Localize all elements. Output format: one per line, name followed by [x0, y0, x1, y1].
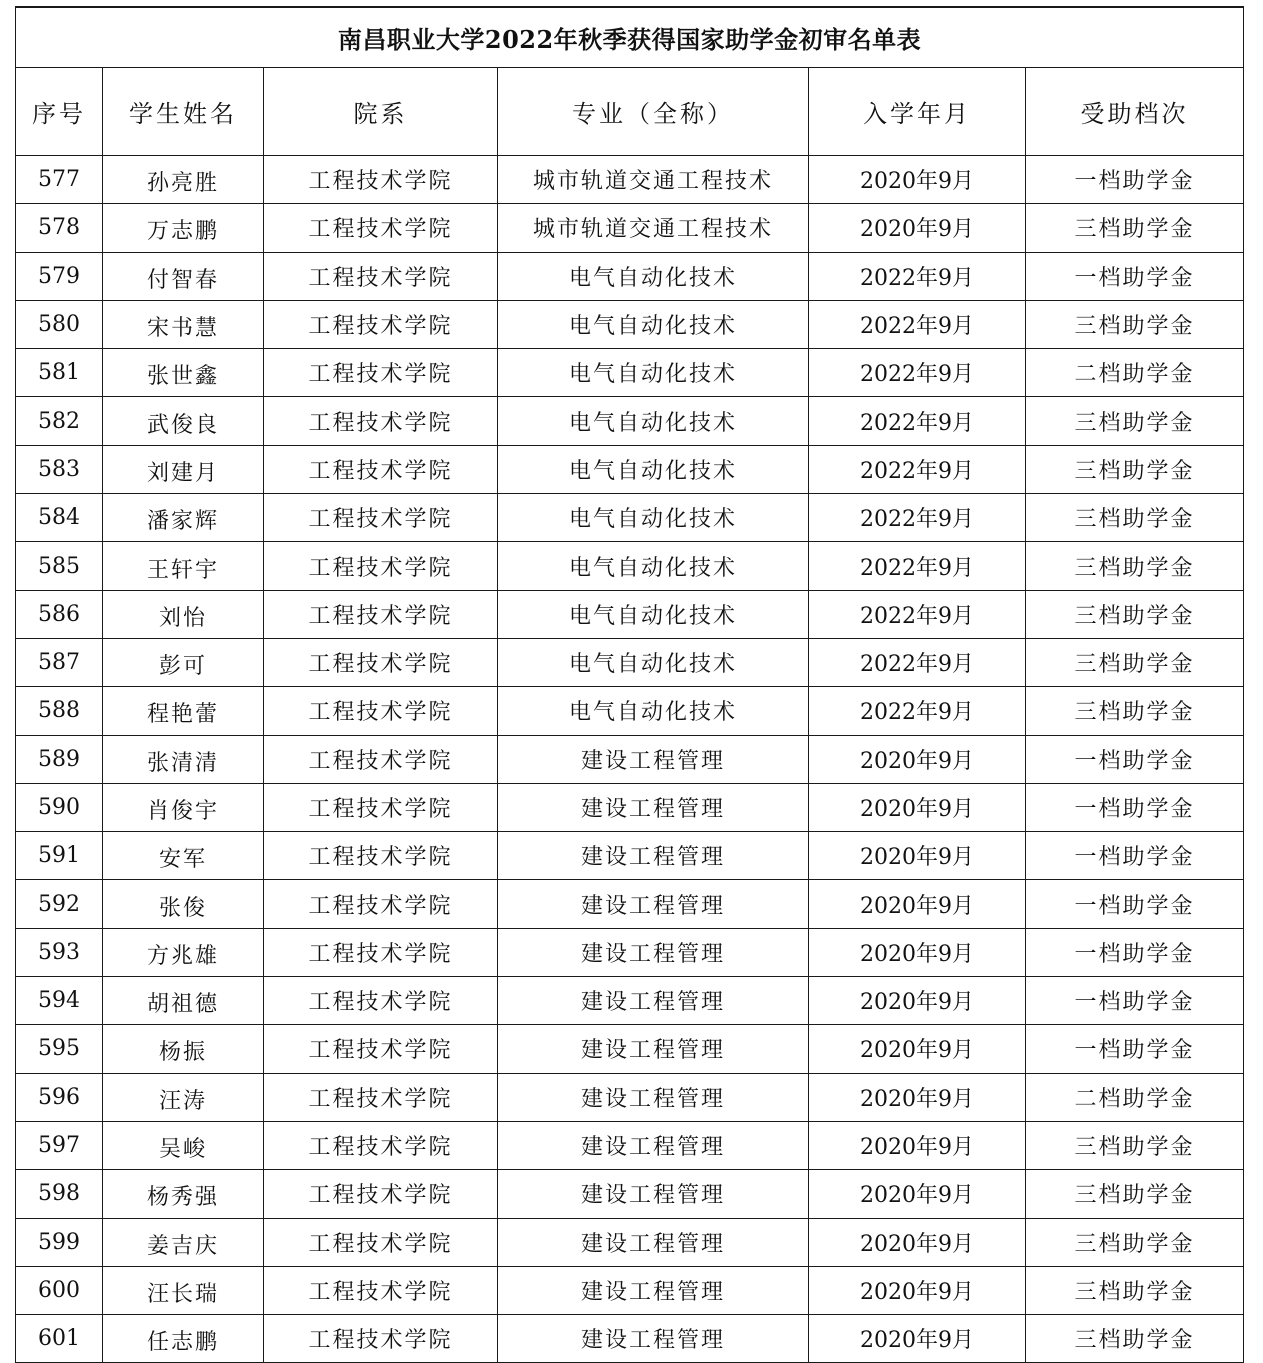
enrollment-cell: 2020年9月: [809, 1218, 1026, 1266]
department-cell: 工程技术学院: [264, 349, 498, 397]
enrollment-cell: 2022年9月: [809, 638, 1026, 686]
department-cell: 工程技术学院: [264, 1266, 498, 1314]
department-cell: 工程技术学院: [264, 1170, 498, 1218]
name-cell: 张世鑫: [103, 349, 264, 397]
major-cell: 建设工程管理: [498, 1315, 809, 1363]
serial-cell: 594: [16, 977, 103, 1025]
enrollment-cell: 2022年9月: [809, 397, 1026, 445]
table-row: [16, 1266, 1244, 1314]
name-cell: 杨秀强: [103, 1170, 264, 1218]
serial-cell: 586: [16, 590, 103, 638]
department-cell: 工程技术学院: [264, 542, 498, 590]
table-row: [16, 687, 1244, 735]
table-row: [16, 156, 1244, 204]
header-grant-level: 受助档次: [1026, 68, 1244, 156]
grant-level-cell: 三档助学金: [1026, 1218, 1244, 1266]
major-cell: 电气自动化技术: [498, 445, 809, 493]
name-cell: 武俊良: [103, 397, 264, 445]
name-cell: 付智春: [103, 252, 264, 300]
grant-level-cell: 三档助学金: [1026, 542, 1244, 590]
department-cell: 工程技术学院: [264, 1218, 498, 1266]
grant-level-cell: 二档助学金: [1026, 1073, 1244, 1121]
major-cell: 建设工程管理: [498, 832, 809, 880]
name-cell: 任志鹏: [103, 1315, 264, 1363]
major-cell: 电气自动化技术: [498, 542, 809, 590]
department-cell: 工程技术学院: [264, 252, 498, 300]
department-cell: 工程技术学院: [264, 1121, 498, 1169]
major-cell: 电气自动化技术: [498, 590, 809, 638]
grant-level-cell: 三档助学金: [1026, 1266, 1244, 1314]
serial-cell: 584: [16, 494, 103, 542]
name-cell: 吴峻: [103, 1121, 264, 1169]
enrollment-cell: 2022年9月: [809, 542, 1026, 590]
grant-level-cell: 三档助学金: [1026, 638, 1244, 686]
major-cell: 建设工程管理: [498, 783, 809, 831]
department-cell: 工程技术学院: [264, 687, 498, 735]
table-row: [16, 300, 1244, 348]
name-cell: 彭可: [103, 638, 264, 686]
name-cell: 孙亮胜: [103, 156, 264, 204]
table-row: [16, 397, 1244, 445]
table-row: [16, 977, 1244, 1025]
grant-level-cell: 一档助学金: [1026, 832, 1244, 880]
table-row: [16, 1218, 1244, 1266]
grant-level-cell: 三档助学金: [1026, 300, 1244, 348]
department-cell: 工程技术学院: [264, 204, 498, 252]
title-row: [16, 7, 1244, 68]
table-row: [16, 542, 1244, 590]
serial-cell: 581: [16, 349, 103, 397]
grant-level-cell: 三档助学金: [1026, 204, 1244, 252]
enrollment-cell: 2020年9月: [809, 1121, 1026, 1169]
enrollment-cell: 2022年9月: [809, 349, 1026, 397]
serial-cell: 600: [16, 1266, 103, 1314]
enrollment-cell: 2022年9月: [809, 590, 1026, 638]
name-cell: 安军: [103, 832, 264, 880]
department-cell: 工程技术学院: [264, 928, 498, 976]
table-row: [16, 252, 1244, 300]
grant-level-cell: 一档助学金: [1026, 977, 1244, 1025]
grant-level-cell: 三档助学金: [1026, 590, 1244, 638]
name-cell: 王轩宇: [103, 542, 264, 590]
table-row: [16, 1025, 1244, 1073]
table-row: [16, 1121, 1244, 1169]
grant-level-cell: 一档助学金: [1026, 880, 1244, 928]
major-cell: 电气自动化技术: [498, 300, 809, 348]
name-cell: 汪涛: [103, 1073, 264, 1121]
name-cell: 胡祖德: [103, 977, 264, 1025]
grant-level-cell: 三档助学金: [1026, 687, 1244, 735]
grant-level-cell: 三档助学金: [1026, 1315, 1244, 1363]
major-cell: 电气自动化技术: [498, 687, 809, 735]
table-title: 南昌职业大学2022年秋季获得国家助学金初审名单表: [16, 7, 1244, 68]
name-cell: 姜吉庆: [103, 1218, 264, 1266]
enrollment-cell: 2020年9月: [809, 1266, 1026, 1314]
table-row: [16, 349, 1244, 397]
department-cell: 工程技术学院: [264, 1025, 498, 1073]
enrollment-cell: 2020年9月: [809, 783, 1026, 831]
header-major: 专业（全称）: [498, 68, 809, 156]
grant-level-cell: 三档助学金: [1026, 1170, 1244, 1218]
department-cell: 工程技术学院: [264, 397, 498, 445]
grant-level-cell: 一档助学金: [1026, 735, 1244, 783]
serial-cell: 582: [16, 397, 103, 445]
serial-cell: 587: [16, 638, 103, 686]
header-student-name: 学生姓名: [103, 68, 264, 156]
table-row: [16, 494, 1244, 542]
serial-cell: 597: [16, 1121, 103, 1169]
major-cell: 建设工程管理: [498, 1121, 809, 1169]
serial-cell: 577: [16, 156, 103, 204]
enrollment-cell: 2022年9月: [809, 252, 1026, 300]
major-cell: 电气自动化技术: [498, 349, 809, 397]
serial-cell: 585: [16, 542, 103, 590]
name-cell: 方兆雄: [103, 928, 264, 976]
serial-cell: 593: [16, 928, 103, 976]
major-cell: 电气自动化技术: [498, 397, 809, 445]
department-cell: 工程技术学院: [264, 1315, 498, 1363]
department-cell: 工程技术学院: [264, 880, 498, 928]
serial-cell: 578: [16, 204, 103, 252]
serial-cell: 583: [16, 445, 103, 493]
major-cell: 建设工程管理: [498, 977, 809, 1025]
enrollment-cell: 2020年9月: [809, 977, 1026, 1025]
enrollment-cell: 2022年9月: [809, 300, 1026, 348]
serial-cell: 601: [16, 1315, 103, 1363]
grant-level-cell: 一档助学金: [1026, 1025, 1244, 1073]
name-cell: 潘家辉: [103, 494, 264, 542]
enrollment-cell: 2020年9月: [809, 1315, 1026, 1363]
grant-level-cell: 三档助学金: [1026, 494, 1244, 542]
enrollment-cell: 2020年9月: [809, 880, 1026, 928]
serial-cell: 588: [16, 687, 103, 735]
major-cell: 建设工程管理: [498, 1025, 809, 1073]
name-cell: 宋书慧: [103, 300, 264, 348]
major-cell: 电气自动化技术: [498, 494, 809, 542]
table-row: [16, 735, 1244, 783]
serial-cell: 589: [16, 735, 103, 783]
name-cell: 张俊: [103, 880, 264, 928]
department-cell: 工程技术学院: [264, 494, 498, 542]
name-cell: 刘建月: [103, 445, 264, 493]
table-row: [16, 638, 1244, 686]
name-cell: 汪长瑞: [103, 1266, 264, 1314]
enrollment-cell: 2020年9月: [809, 204, 1026, 252]
grant-level-cell: 一档助学金: [1026, 928, 1244, 976]
grant-level-cell: 三档助学金: [1026, 397, 1244, 445]
major-cell: 城市轨道交通工程技术: [498, 204, 809, 252]
serial-cell: 598: [16, 1170, 103, 1218]
enrollment-cell: 2020年9月: [809, 1073, 1026, 1121]
table-row: [16, 832, 1244, 880]
name-cell: 万志鹏: [103, 204, 264, 252]
table-body: [16, 156, 1244, 1363]
header-department: 院系: [264, 68, 498, 156]
major-cell: 建设工程管理: [498, 1218, 809, 1266]
table-row: [16, 880, 1244, 928]
major-cell: 建设工程管理: [498, 1266, 809, 1314]
major-cell: 建设工程管理: [498, 1170, 809, 1218]
table-row: [16, 783, 1244, 831]
table-row: [16, 204, 1244, 252]
name-cell: 肖俊宇: [103, 783, 264, 831]
table-row: [16, 928, 1244, 976]
enrollment-cell: 2020年9月: [809, 1025, 1026, 1073]
grant-level-cell: 一档助学金: [1026, 783, 1244, 831]
major-cell: 城市轨道交通工程技术: [498, 156, 809, 204]
grant-level-cell: 一档助学金: [1026, 252, 1244, 300]
serial-cell: 592: [16, 880, 103, 928]
department-cell: 工程技术学院: [264, 1073, 498, 1121]
enrollment-cell: 2020年9月: [809, 832, 1026, 880]
serial-cell: 591: [16, 832, 103, 880]
header-enrollment-date: 入学年月: [809, 68, 1026, 156]
grant-list-table: [15, 6, 1244, 1363]
serial-cell: 580: [16, 300, 103, 348]
enrollment-cell: 2020年9月: [809, 1170, 1026, 1218]
name-cell: 刘怡: [103, 590, 264, 638]
serial-cell: 579: [16, 252, 103, 300]
major-cell: 建设工程管理: [498, 880, 809, 928]
serial-cell: 596: [16, 1073, 103, 1121]
table-row: [16, 590, 1244, 638]
table-row: [16, 1073, 1244, 1121]
department-cell: 工程技术学院: [264, 735, 498, 783]
header-row: [16, 68, 1244, 156]
department-cell: 工程技术学院: [264, 977, 498, 1025]
department-cell: 工程技术学院: [264, 590, 498, 638]
enrollment-cell: 2020年9月: [809, 156, 1026, 204]
enrollment-cell: 2022年9月: [809, 445, 1026, 493]
table-row: [16, 445, 1244, 493]
major-cell: 建设工程管理: [498, 1073, 809, 1121]
department-cell: 工程技术学院: [264, 445, 498, 493]
enrollment-cell: 2022年9月: [809, 494, 1026, 542]
major-cell: 电气自动化技术: [498, 252, 809, 300]
enrollment-cell: 2022年9月: [809, 687, 1026, 735]
enrollment-cell: 2020年9月: [809, 735, 1026, 783]
enrollment-cell: 2020年9月: [809, 928, 1026, 976]
header-serial: 序号: [16, 68, 103, 156]
serial-cell: 590: [16, 783, 103, 831]
name-cell: 杨振: [103, 1025, 264, 1073]
name-cell: 程艳蕾: [103, 687, 264, 735]
serial-cell: 599: [16, 1218, 103, 1266]
department-cell: 工程技术学院: [264, 300, 498, 348]
table-row: [16, 1170, 1244, 1218]
grant-level-cell: 三档助学金: [1026, 445, 1244, 493]
table-row: [16, 1315, 1244, 1363]
major-cell: 建设工程管理: [498, 735, 809, 783]
name-cell: 张清清: [103, 735, 264, 783]
department-cell: 工程技术学院: [264, 832, 498, 880]
serial-cell: 595: [16, 1025, 103, 1073]
department-cell: 工程技术学院: [264, 638, 498, 686]
major-cell: 电气自动化技术: [498, 638, 809, 686]
department-cell: 工程技术学院: [264, 156, 498, 204]
department-cell: 工程技术学院: [264, 783, 498, 831]
grant-level-cell: 二档助学金: [1026, 349, 1244, 397]
grant-level-cell: 三档助学金: [1026, 1121, 1244, 1169]
major-cell: 建设工程管理: [498, 928, 809, 976]
grant-level-cell: 一档助学金: [1026, 156, 1244, 204]
